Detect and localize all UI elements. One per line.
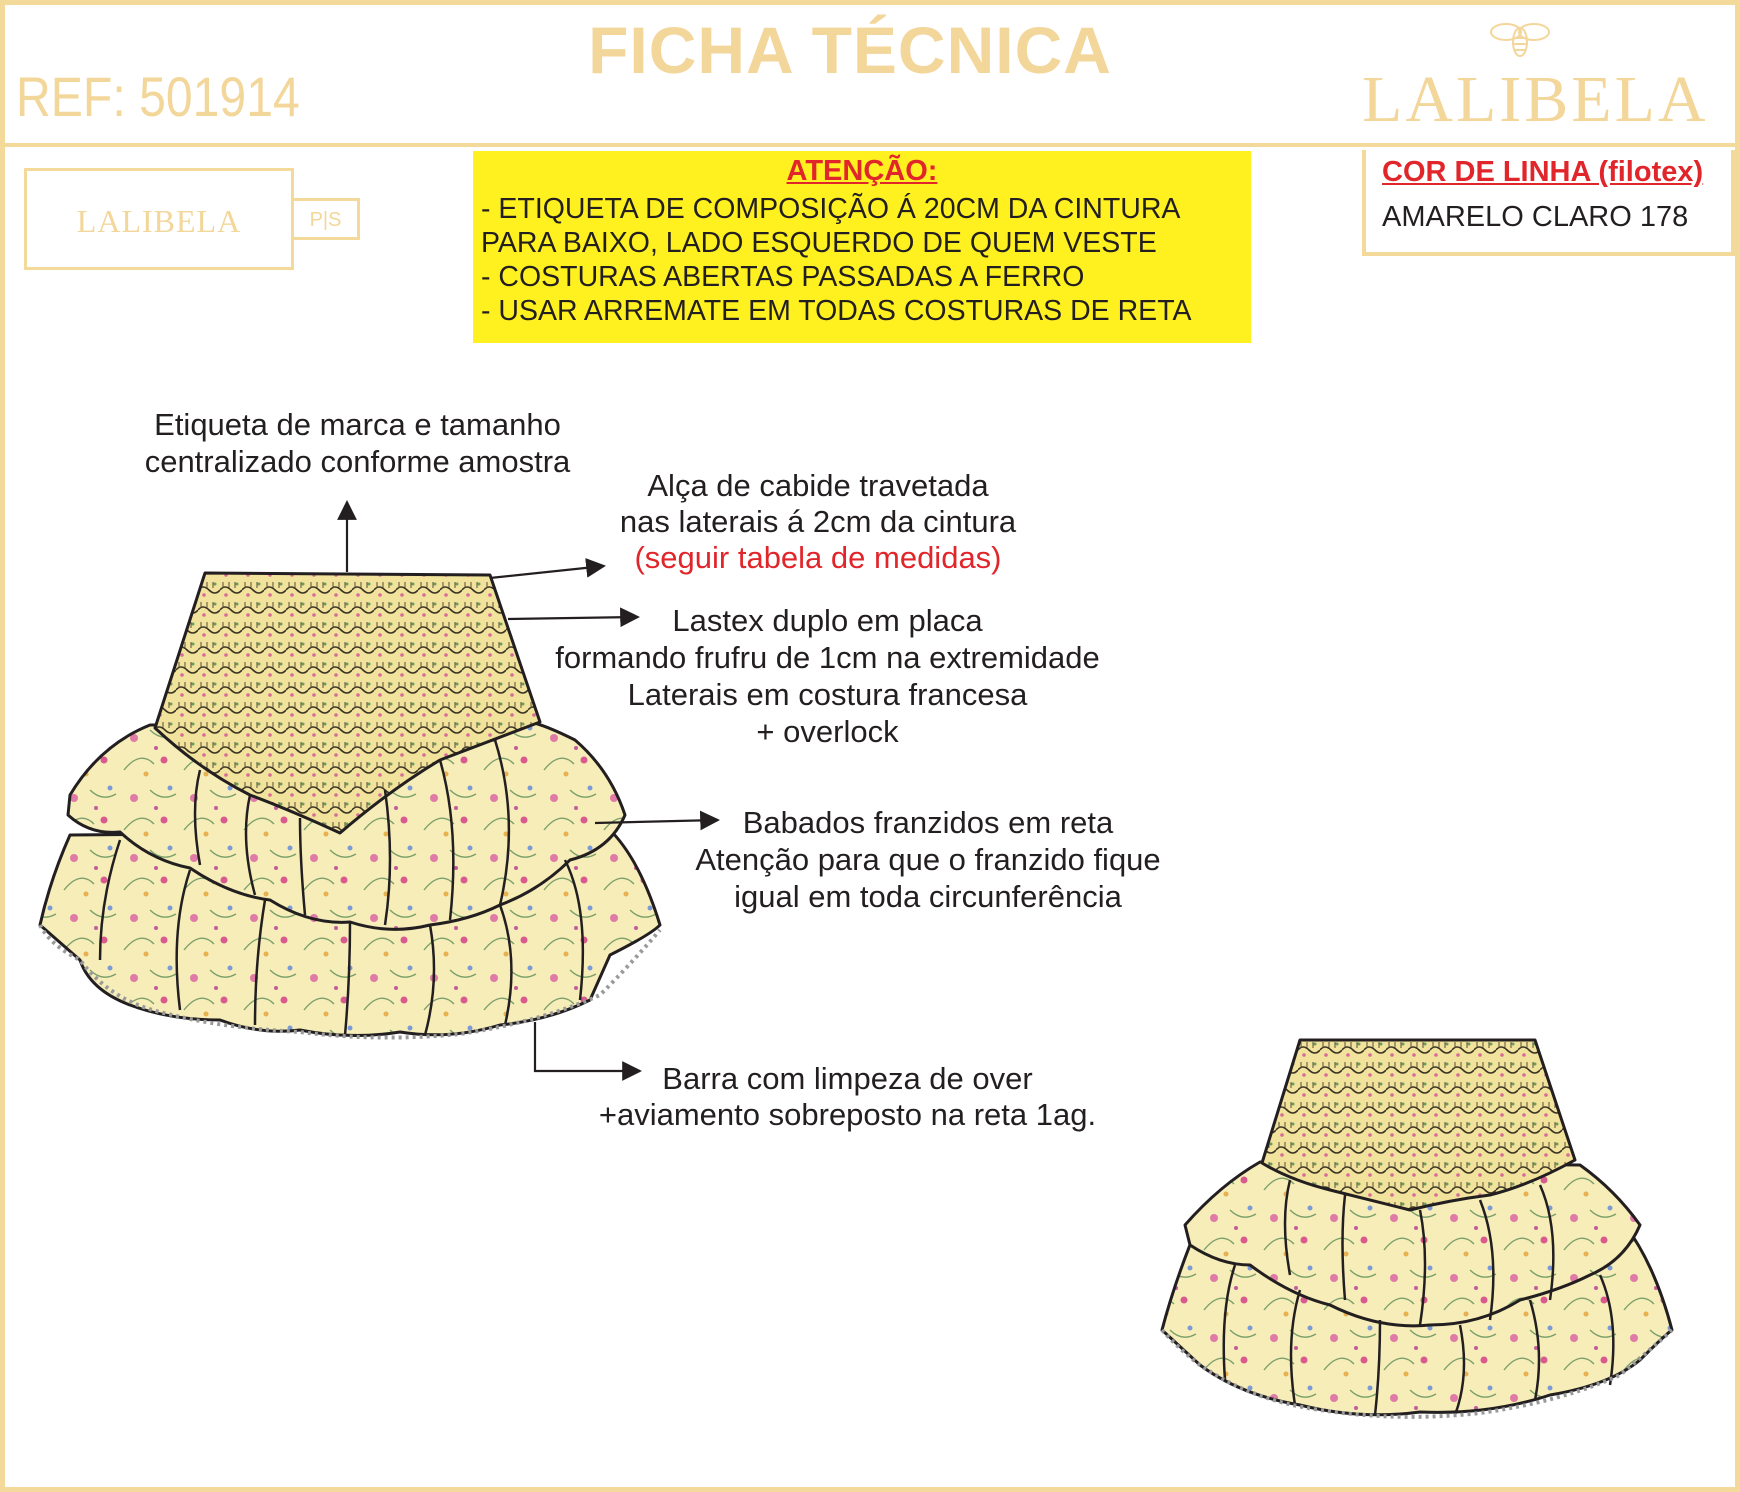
attention-line: PARA BAIXO, LADO ESQUERDO DE QUEM VESTE [481,227,1157,259]
label-brand-text: LALIBELA [76,203,242,239]
note-line: Atenção para que o franzido fique [695,842,1161,877]
skirt-front-drawing [40,573,660,1038]
note-line: Lastex duplo em placa [672,603,983,638]
note-line-red: (seguir tabela de medidas) [634,540,1002,575]
brand-logo: LALIBELA [1362,63,1709,136]
skirt-back-drawing [1162,1040,1672,1417]
hanger-arrow [490,566,604,578]
note-line: Etiqueta de marca e tamanho [154,407,561,442]
note-line: igual em toda circunferência [734,879,1122,914]
note-line: + overlock [756,714,899,749]
note-line: Babados franzidos em reta [742,805,1114,840]
note-line: +aviamento sobreposto na reta 1ag. [598,1097,1097,1132]
note-line: nas laterais á 2cm da cintura [619,504,1017,539]
note-line: Barra com limpeza de over [662,1061,1033,1096]
attention-title: ATENÇÃO: [786,155,938,187]
note-line: formando frufru de 1cm na extremidade [555,640,1100,675]
elastic-arrow [508,617,638,619]
attention-line: - USAR ARREMATE EM TODAS COSTURAS DE RETA [481,295,1192,327]
thread-color-value: AMARELO CLARO 178 [1382,201,1689,233]
reference-code: REF: 501914 [16,65,300,128]
page-title: FICHA TÉCNICA [588,13,1112,87]
thread-color-title: COR DE LINHA (filotex) [1382,156,1704,188]
attention-line: - ETIQUETA DE COMPOSIÇÃO Á 20CM DA CINTURA [481,193,1181,225]
note-line: Alça de cabide travetada [647,468,989,503]
hem-arrow [535,1022,640,1071]
note-line: centralizado conforme amostra [144,444,571,479]
size-tag: P|S [294,198,360,240]
attention-line: - COSTURAS ABERTAS PASSADAS A FERRO [481,261,1085,293]
note-line: Laterais em costura francesa [627,677,1028,712]
